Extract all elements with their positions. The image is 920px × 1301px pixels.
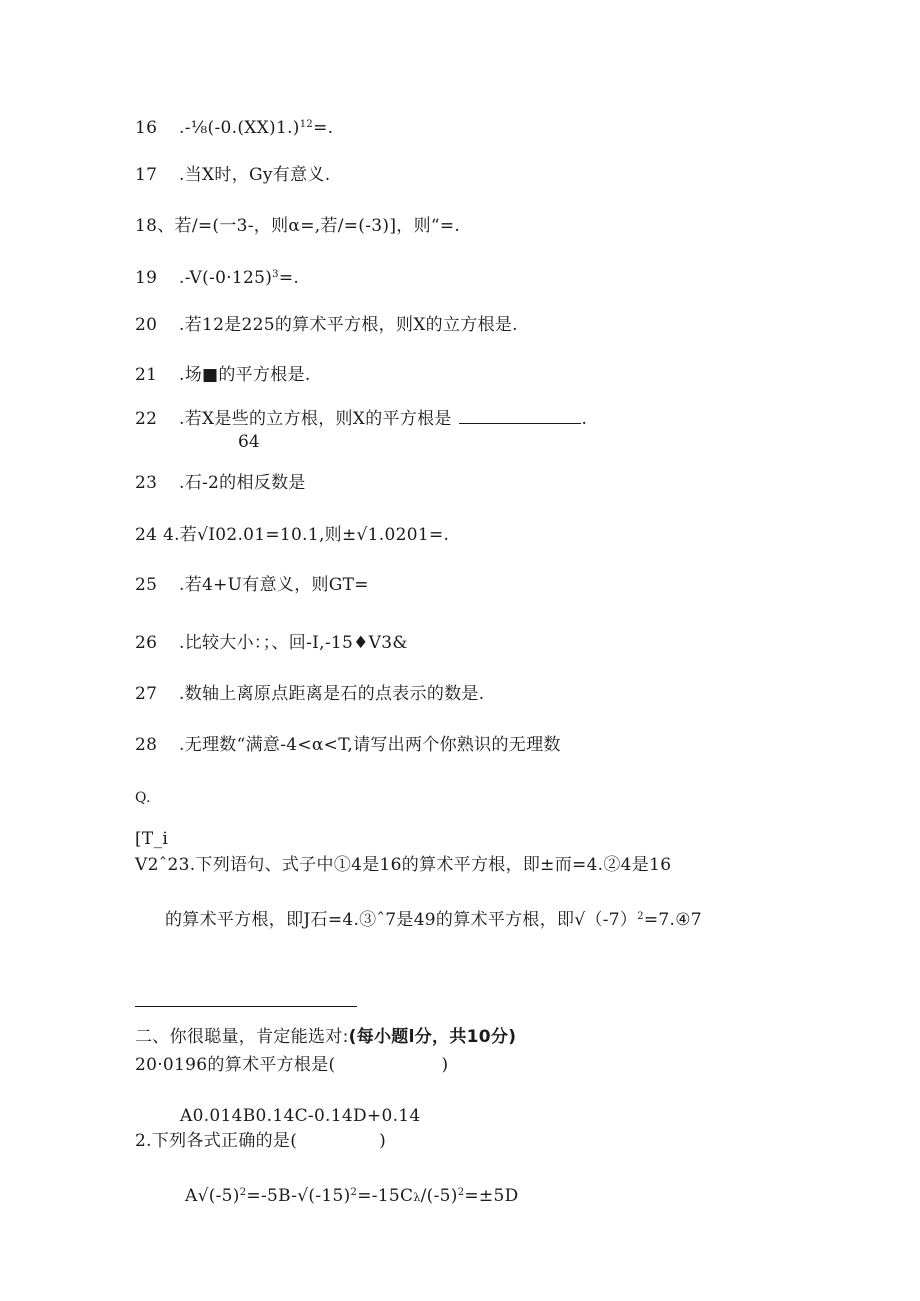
question-27: 27 .数轴上离原点距离是石的点表示的数是. bbox=[135, 684, 485, 704]
question-17: 17 .当X时，Gy有意义. bbox=[135, 165, 331, 185]
question-28: 28 .无理数“满意-4<α<T,请写出两个你熟识的无理数 bbox=[135, 735, 561, 755]
mc-options-1: A0.014B0.14C-0.14D+0.14 bbox=[180, 1106, 421, 1126]
mc-question-2: 2.下列各式正确的是( ) bbox=[135, 1131, 387, 1151]
question-16: 16 $.-\frac{1}{8}(-0.(XX)1.)^{12}=$. bbox=[135, 118, 334, 138]
question-23: 23 .石-2的相反数是 bbox=[135, 473, 306, 493]
question-24: 24 4.若√I02.01=10.1,则±√1.0201=. bbox=[135, 525, 450, 545]
fraction-denominator: 64 bbox=[238, 432, 260, 452]
question-25: 25 .若4+U有意义，则GT= bbox=[135, 575, 369, 595]
question-20: 20 .若12是225的算术平方根，则X的立方根是. bbox=[135, 315, 518, 335]
section-heading: 二、你很聪量，肯定能选对:(每小题l分，共10分) bbox=[135, 1027, 517, 1047]
stray-q: Q. bbox=[135, 790, 151, 806]
stray-t: [T_i bbox=[135, 829, 169, 849]
question-21: 21 .场■的平方根是. bbox=[135, 365, 311, 385]
mc-options-2: $A√(-5)^2=-5B-√(-15)^2=-15C\lambda/(-5)^2=\pm 5D$ bbox=[185, 1186, 519, 1206]
mc-question-1: 20·0196的算术平方根是( ) bbox=[135, 1055, 449, 1075]
statement-line-1: V2ˆ23.下列语句、式子中①4是16的算术平方根，即±而=4.②4是16 bbox=[135, 855, 672, 875]
question-19: 19 $.-V(-0\cdot 125)^3=$. bbox=[135, 268, 300, 288]
question-22: 22 .若X是些的立方根，则X的平方根是 . bbox=[135, 409, 588, 429]
statement-line-2: 的算术平方根，即J石=4.③ˆ7是49的算术平方根，即$√(-7)^2=7.④7$ bbox=[165, 910, 702, 930]
question-18: 18、若/=(一3-，则α=,若/=(-3)]，则“=. bbox=[135, 216, 461, 236]
section-divider bbox=[135, 1006, 357, 1007]
question-26: 26 .比较大小：；、回-I,-15♦V3& bbox=[135, 633, 408, 653]
answer-blank bbox=[459, 409, 581, 424]
